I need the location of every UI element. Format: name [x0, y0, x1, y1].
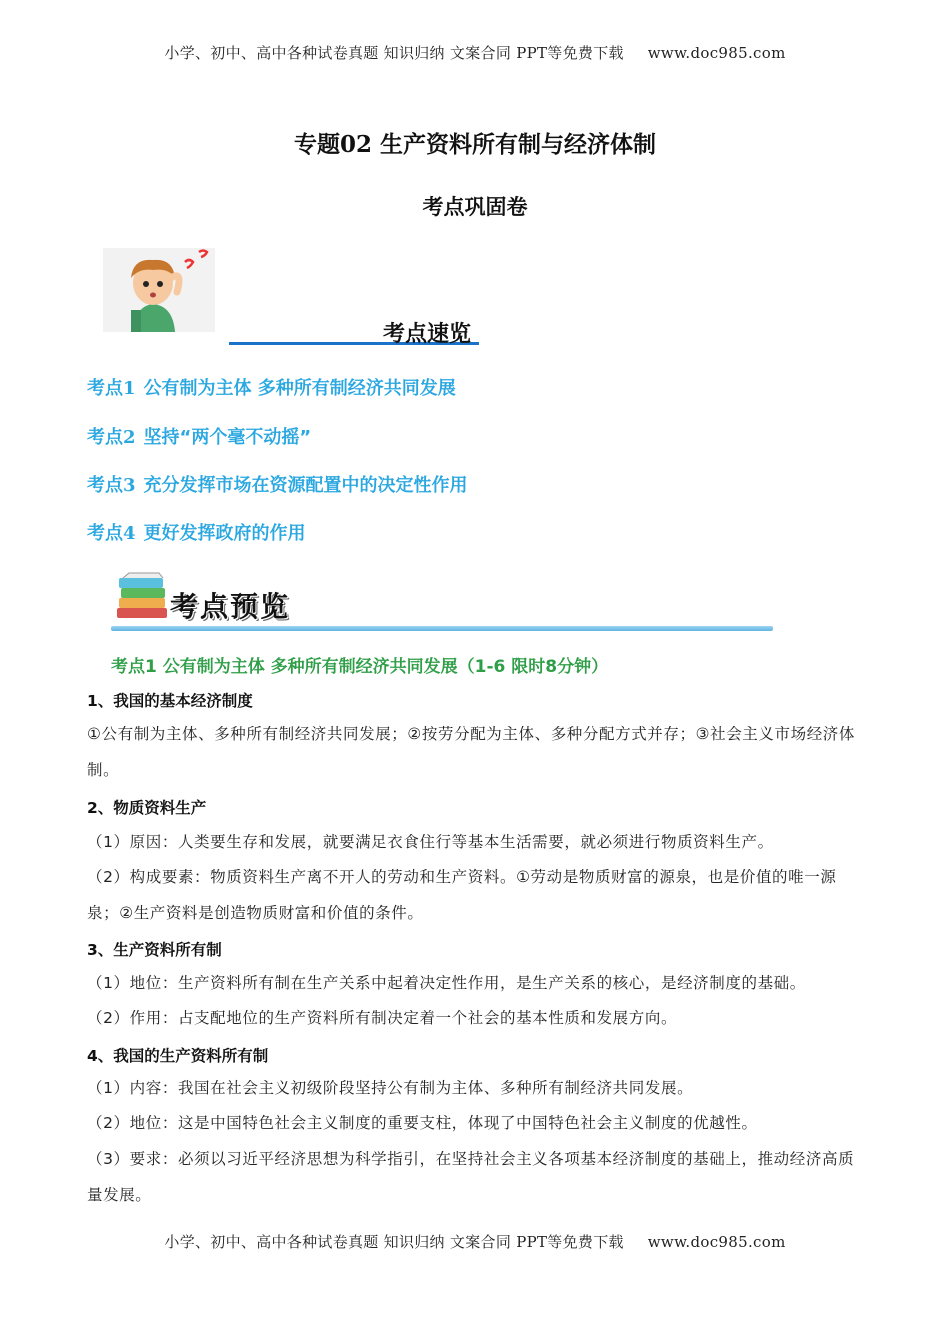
- overview-heading: 考点速览: [383, 322, 472, 347]
- page-footer: [0, 1231, 950, 1252]
- overview-item-number: 考点3: [87, 475, 136, 496]
- topic-4-title: 4、我国的生产资料所有制: [87, 1047, 269, 1065]
- overview-item-3[interactable]: [87, 471, 468, 497]
- overview-item-number: 考点4: [87, 523, 136, 544]
- topic-4-paragraph-2: （2）地位：这是中国特色社会主义制度的重要支柱，体现了中国特色社会主义制度的优越性。: [87, 1114, 758, 1132]
- topic-3-title: 3、生产资料所有制: [87, 941, 222, 959]
- footer-url[interactable]: www.doc985.com: [647, 1233, 786, 1251]
- topic-2-title: 2、物质资料生产: [87, 799, 207, 817]
- document-subtitle: 考点巩固卷: [422, 194, 528, 219]
- topic-3-paragraph-2: （2）作用：占支配地位的生产资料所有制决定着一个社会的基本性质和发展方向。: [87, 1009, 678, 1027]
- thinking-boy-illustration: [103, 248, 215, 332]
- overview-item-1[interactable]: [87, 374, 456, 400]
- header-text: 小学、初中、高中各种试卷真题 知识归纳 文案合同 PPT等免费下载: [164, 44, 624, 62]
- document-title: 专题02 生产资料所有制与经济体制: [293, 131, 656, 158]
- section-heading: 考点1 公有制为主体 多种所有制经济共同发展（1-6 限时8分钟）: [111, 657, 609, 677]
- topic-3-paragraph-1: （1）地位：生产资料所有制在生产关系中起着决定性作用，是生产关系的核心，是经济制度的基础。: [87, 974, 806, 992]
- overview-item-text: 坚持“两个毫不动摇”: [143, 427, 312, 448]
- overview-item-number: 考点2: [87, 427, 136, 448]
- topic-2-paragraph-1: （1）原因：人类要生存和发展，就要满足衣食住行等基本生活需要，就必须进行物质资料生产。: [87, 833, 774, 851]
- topic-1-paragraph: ①公有制为主体、多种所有制经济共同发展；②按劳分配为主体、多种分配方式并存；③社会主义市场经济体制。: [87, 725, 855, 779]
- overview-item-text: 充分发挥市场在资源配置中的决定性作用: [143, 475, 468, 496]
- footer-text: 小学、初中、高中各种试卷真题 知识归纳 文案合同 PPT等免费下载: [164, 1233, 624, 1251]
- topic-2-paragraph-2: （2）构成要素：物质资料生产离不开人的劳动和生产资料。①劳动是物质财富的源泉，也是价值的唯一源泉；②生产资料是创造物质财富和价值的条件。: [87, 868, 837, 922]
- overview-item-number: 考点1: [87, 378, 136, 399]
- preview-heading: 考点预览: [170, 590, 291, 623]
- overview-item-2[interactable]: [87, 423, 311, 449]
- overview-item-4[interactable]: [87, 519, 306, 545]
- overview-item-text: 更好发挥政府的作用: [143, 523, 306, 544]
- topic-4-paragraph-1: （1）内容：我国在社会主义初级阶段坚持公有制为主体、多种所有制经济共同发展。: [87, 1079, 694, 1097]
- overview-item-text: 公有制为主体 多种所有制经济共同发展: [143, 378, 456, 399]
- preview-divider: [111, 626, 773, 631]
- header-url[interactable]: www.doc985.com: [647, 44, 786, 62]
- page-header: [0, 42, 950, 63]
- topic-4-paragraph-3: （3）要求：必须以习近平经济思想为科学指引，在坚持社会主义各项基本经济制度的基础上，推动经济高质量发展。: [87, 1150, 855, 1204]
- books-icon: [113, 572, 171, 620]
- topic-1-title: 1、我国的基本经济制度: [87, 692, 253, 710]
